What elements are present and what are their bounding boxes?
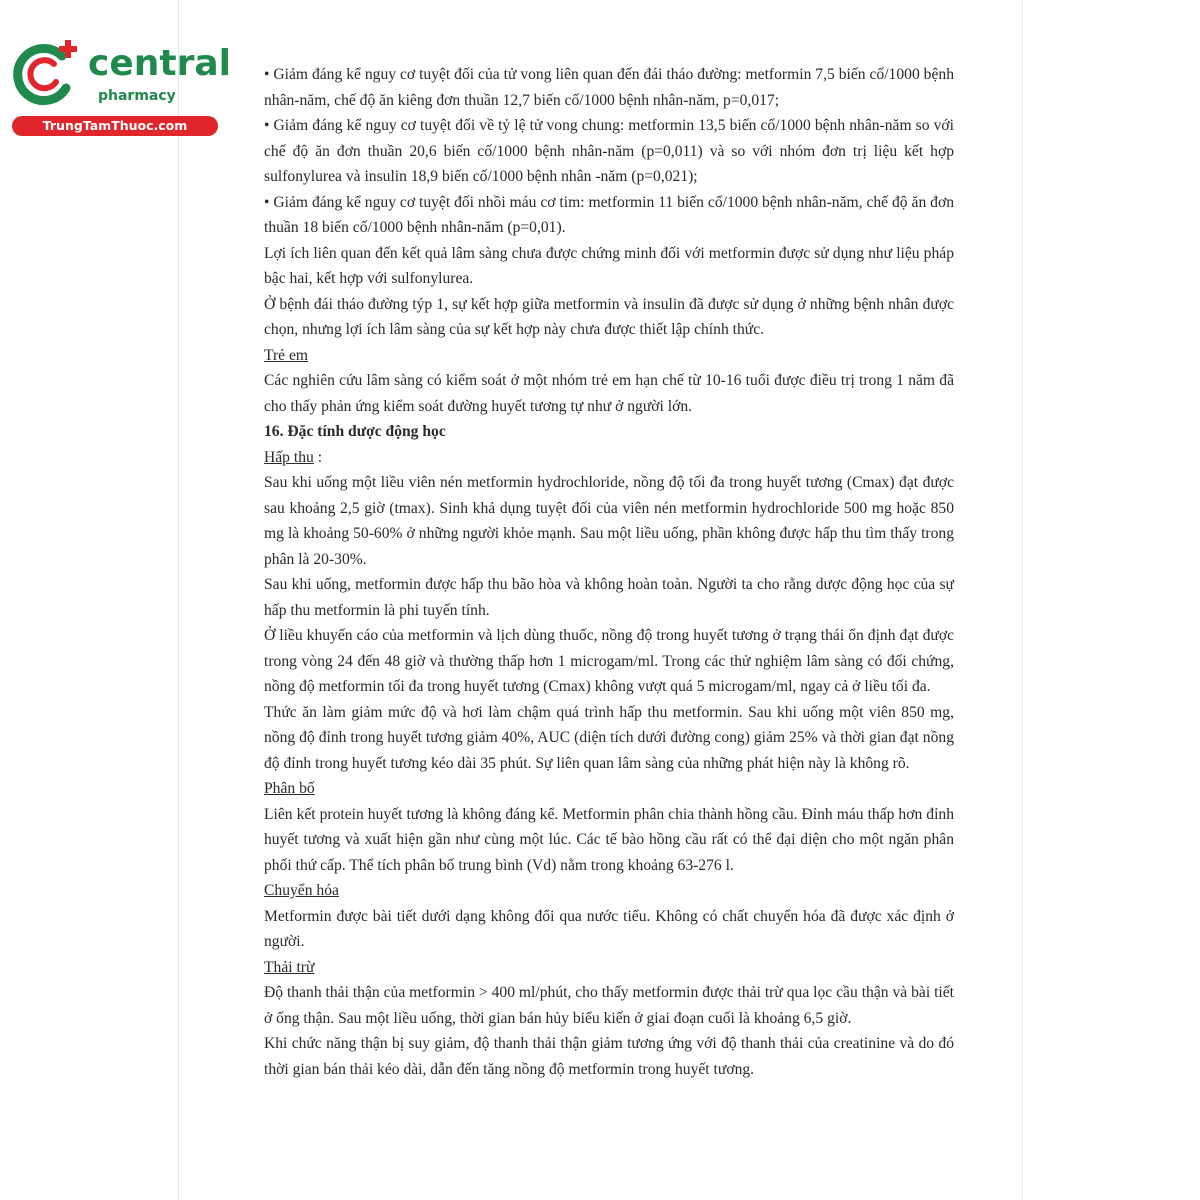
logo-sub-text: pharmacy [98,88,176,104]
document-body [264,62,954,1082]
subheading-distribution: Phân bố [264,780,315,797]
bullet-diabetes-mortality: • Giảm đáng kể nguy cơ tuyệt đối của tử vong liên quan đến đái tháo đường: metformin 7,5 biến cố/1000 bệnh nhân-năm, chế độ ăn kiêng đơn thuần 12,7 biến cố/1000 bệnh nhân-năm, p=0,017; [264,66,954,109]
subheading-absorption: Hấp thu [264,448,314,466]
subheading-absorption-colon: : [313,448,323,466]
paragraph-food-effect: Thức ăn làm giảm mức độ và hơi làm chậm quá trình hấp thu metformin. Sau khi uống một viên 850 mg, nồng độ đỉnh trong huyết tương giảm 40%, AUC (diện tích dưới đường cong) giảm 25% và thời gian đạt nồng độ đỉnh trong huyết tương kéo dài 35 phút. Sự liên quan lâm sàng của những phát hiện này là không rõ. [264,703,954,772]
bullet-myocardial-infarction: • Giảm đáng kể nguy cơ tuyệt đối nhồi máu cơ tim: metformin 11 biến cố/1000 bệnh nhân-năm, chế độ ăn đơn thuần 18 biến cố/1000 bệnh nhân-năm (p=0,01). [264,193,954,236]
paragraph-children: Các nghiên cứu lâm sàng có kiểm soát ở một nhóm trẻ em hạn chế từ 10-16 tuổi được điều trị trong 1 năm đã cho thấy phản ứng kiểm soát đường huyết tương tự như ở người lớn. [264,372,954,415]
central-pharmacy-logo[interactable] [10,38,231,138]
subheading-absorption-line [264,445,954,471]
central-pharmacy-logo-icon [10,38,84,108]
subheading-children: Trẻ em [264,346,309,364]
scan-right-edge [1022,0,1023,1200]
paragraph-type1-diabetes: Ở bệnh đái tháo đường týp 1, sự kết hợp giữa metformin và insulin đã được sử dụng ở những bệnh nhân được chọn, nhưng lợi ích lâm sàng của sự kết hợp này chưa được thiết lập chính thức. [264,295,954,338]
logo-url-badge[interactable]: TrungTamThuoc.com [12,116,218,136]
paragraph-renal-clearance: Độ thanh thải thận của metformin > 400 ml/phút, cho thấy metformin được thải trừ qua lọc cầu thận và bài tiết ở ống thận. Sau một liều uống, thời gian bán hủy biểu kiến ở giai đoạn cuối là khoảng 6,5 giờ. [264,984,954,1027]
paragraph-absorption-cmax: Sau khi uống một liều viên nén metformin hydrochloride, nồng độ tối đa trong huyết tương (Cmax) đạt được sau khoảng 2,5 giờ (tmax). Sinh khả dụng tuyệt đối của viên nén metformin hydrochloride 500 mg hoặc 850 mg là khoảng 50-60% ở những người khỏe mạnh. Sau một liều uống, phần không được hấp thu tìm thấy trong phân là 20-30%. [264,474,954,568]
paragraph-steady-state: Ở liều khuyến cáo của metformin và lịch dùng thuốc, nồng độ trong huyết tương ở trạng thái ổn định đạt được trong vòng 24 đến 48 giờ và thường thấp hơn 1 microgam/ml. Trong các thử nghiệm lâm sàng có đối chứng, nồng độ metformin tối đa trong huyết tương (Cmax) không vượt quá 5 microgam/ml, ngay cả ở liều tối đa. [264,627,954,695]
scan-left-edge [178,0,179,1200]
subheading-elimination: Thải trừ [264,958,315,976]
paragraph-distribution: Liên kết protein huyết tương là không đáng kể. Metformin phân chia thành hồng cầu. Đỉnh máu thấp hơn đỉnh huyết tương và xuất hiện gần như cùng một lúc. Các tế bào hồng cầu rất có thể đại diện cho một ngăn phân phối thứ cấp. Thể tích phân bố trung bình (Vd) nằm trong khoảng 63-276 l. [264,805,954,874]
paragraph-metabolism: Metformin được bài tiết dưới dạng không đổi qua nước tiểu. Không có chất chuyển hóa đã được xác định ở người. [264,907,954,950]
paragraph-renal-impairment: Khi chức năng thận bị suy giảm, độ thanh thải thận giảm tương ứng với độ thanh thải của creatinine và do đó thời gian bán thải kéo dài, dẫn đến tăng nồng độ metformin trong huyết tương. [264,1035,954,1078]
bullet-overall-mortality: • Giảm đáng kể nguy cơ tuyệt đối về tỷ lệ tử vong chung: metformin 13,5 biến cố/1000 bệnh nhân-năm so với chế độ ăn đơn thuần 20,6 biến cố/1000 bệnh nhân-năm (p=0,011) và so với nhóm đơn trị liệu kết hợp sulfonylurea và insulin 18,9 biến cố/1000 bệnh nhân -năm (p=0,021); [264,117,954,185]
paragraph-absorption-saturation: Sau khi uống, metformin được hấp thu bão hòa và không hoàn toàn. Người ta cho rằng dược động học của sự hấp thu metformin là phi tuyến tính. [264,576,954,619]
logo-brand-text: central [88,43,231,84]
heading-pharmacokinetics: 16. Đặc tính dược động học [264,423,446,440]
subheading-metabolism: Chuyển hóa [264,882,339,899]
paragraph-second-line-benefit: Lợi ích liên quan đến kết quả lâm sàng chưa được chứng minh đối với metformin được sử dụng như liệu pháp bậc hai, kết hợp với sulfonylurea. [264,244,954,287]
